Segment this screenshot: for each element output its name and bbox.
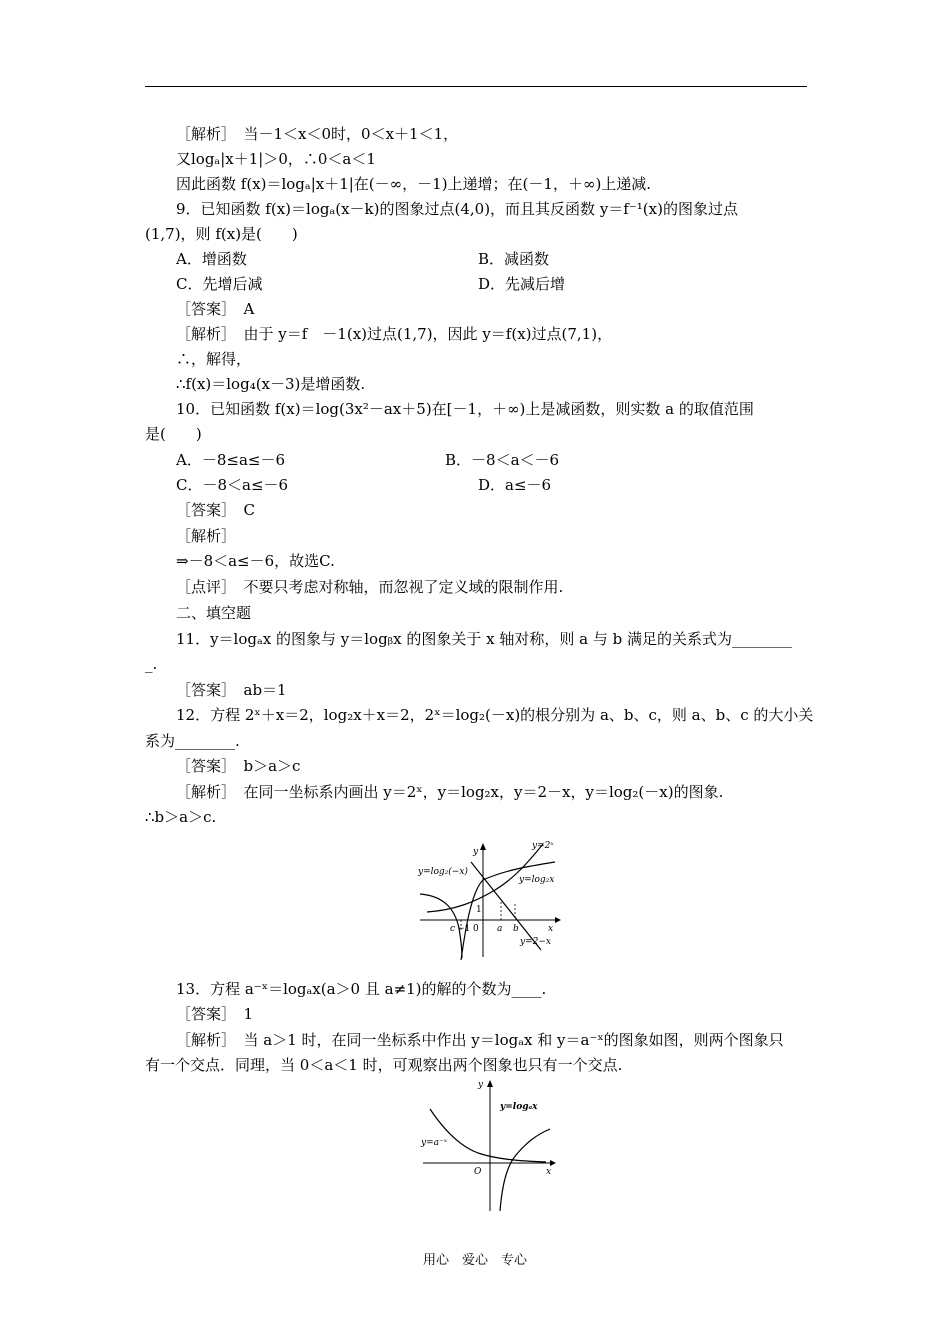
label-y: y <box>473 847 479 857</box>
text-line: ［解析］ <box>176 527 237 545</box>
label-b: b <box>513 924 519 934</box>
option-d: D．先减后增 <box>478 275 566 293</box>
curve-log2-neg-x <box>420 894 462 958</box>
question-11: 11．y＝logₐx 的图象与 y＝logᵦx 的图象关于 x 轴对称，则 a 与 b 满足的关系式为________ <box>176 630 792 648</box>
label-a: a <box>497 924 503 934</box>
curve-log-a-x <box>500 1129 550 1211</box>
question-9: 9．已知函数 f(x)＝logₐ(x－k)的图象过点(4,0)，而且其反函数 y＝f⁻¹(x)的图象过点 <box>176 200 738 218</box>
label-c: c <box>450 924 456 934</box>
curve-a-neg-x <box>430 1109 546 1162</box>
comment: ［点评］ 不要只考虑对称轴，而忽视了定义域的限制作用. <box>176 578 564 596</box>
answer: ［答案］ C <box>176 501 255 519</box>
label-origin: O <box>474 1167 482 1177</box>
text-line: 有一个交点．同理，当 0＜a＜1 时，可观察出两个图象也只有一个交点. <box>145 1056 623 1074</box>
text-line: ⇒－8＜a≤－6，故选C. <box>176 552 335 570</box>
label-a-neg-x: y=a⁻ˣ <box>421 1138 447 1148</box>
question-13: 13．方程 a⁻ˣ＝logₐx(a＞0 且 a≠1)的解的个数为____. <box>176 980 547 998</box>
page-footer: 用心 爱心 专心 <box>422 1253 527 1268</box>
text-line: ［解析］ 当 a＞1 时，在同一坐标系中作出 y＝logₐx 和 y＝a⁻ˣ的图象如图，则两个图象只 <box>176 1031 784 1049</box>
option-a: A．增函数 <box>176 250 247 268</box>
text-line: (1,7)，则 f(x)是( ) <box>145 225 298 243</box>
label-exp: y=2ˣ <box>532 841 554 851</box>
label-minus-one: −1 <box>457 924 471 934</box>
answer: ［答案］ 1 <box>176 1005 254 1023</box>
label-x: x <box>548 924 554 934</box>
text-line: 是( ) <box>145 425 202 443</box>
text-line: ［解析］ 由于 y＝f －1(x)过点(1,7)，因此 y＝f(x)过点(7,1)， <box>176 325 613 343</box>
text-line: ∴，解得， <box>176 350 252 368</box>
text-line: _. <box>145 655 158 673</box>
label-2-minus-x: y=2−x <box>520 937 551 947</box>
y-axis-arrow <box>487 1080 493 1087</box>
y-axis-arrow <box>480 843 486 850</box>
text-line: 因此函数 f(x)＝logₐ|x＋1|在(－∞，－1)上递增；在(－1，＋∞)上递减. <box>176 175 652 193</box>
answer: ［答案］ b＞a＞c <box>176 757 301 775</box>
label-log2x: y=log₂x <box>519 875 555 885</box>
option-c: C．－8＜a≤－6 <box>176 476 289 494</box>
label-zero: 0 <box>473 924 479 934</box>
graph-svg <box>418 1077 568 1215</box>
option-c: C．先增后减 <box>176 275 263 293</box>
question-12: 12．方程 2ˣ＋x＝2，log₂x＋x＝2，2ˣ＝log₂(－x)的根分别为 a、b、c，则 a、b、c 的大小关 <box>176 706 814 724</box>
text-line: ［解析］ 当－1＜x＜0时，0＜x＋1＜1， <box>176 125 459 143</box>
x-axis-arrow <box>555 917 561 923</box>
question-10: 10．已知函数 f(x)＝log(3x²－ax＋5)在[－1，＋∞)上是减函数，则实数 a 的取值范围 <box>176 400 754 418</box>
label-log-a-x: y=logₐx <box>500 1102 538 1112</box>
option-a: A．－8≤a≤－6 <box>176 451 285 469</box>
text-line: ∴f(x)＝log₄(x－3)是增函数. <box>176 375 366 393</box>
graph-svg <box>415 832 575 962</box>
label-one: 1 <box>476 905 482 915</box>
figure-function-graphs <box>415 832 575 962</box>
label-x: x <box>546 1167 552 1177</box>
text-line: 系为________. <box>145 732 240 750</box>
label-y: y <box>478 1080 484 1090</box>
answer: ［答案］ ab＝1 <box>176 681 287 699</box>
option-d: D．a≤－6 <box>478 476 552 494</box>
text-line: ∴b＞a＞c. <box>145 808 217 826</box>
label-log2-neg-x: y=log₂(−x) <box>418 867 468 877</box>
section-heading: 二、填空题 <box>176 604 252 622</box>
option-b: B．减函数 <box>478 250 550 268</box>
header-rule <box>145 86 807 87</box>
x-axis-arrow <box>550 1160 556 1166</box>
answer: ［答案］ A <box>176 300 255 318</box>
text-line: ［解析］ 在同一坐标系内画出 y＝2ˣ，y＝log₂x，y＝2－x，y＝log₂(－x)的图象. <box>176 783 724 801</box>
figure-log-and-exp <box>418 1077 568 1215</box>
text-line: 又logₐ|x＋1|＞0，∴0＜a＜1 <box>176 150 376 168</box>
option-b: B．－8＜a＜－6 <box>445 451 560 469</box>
